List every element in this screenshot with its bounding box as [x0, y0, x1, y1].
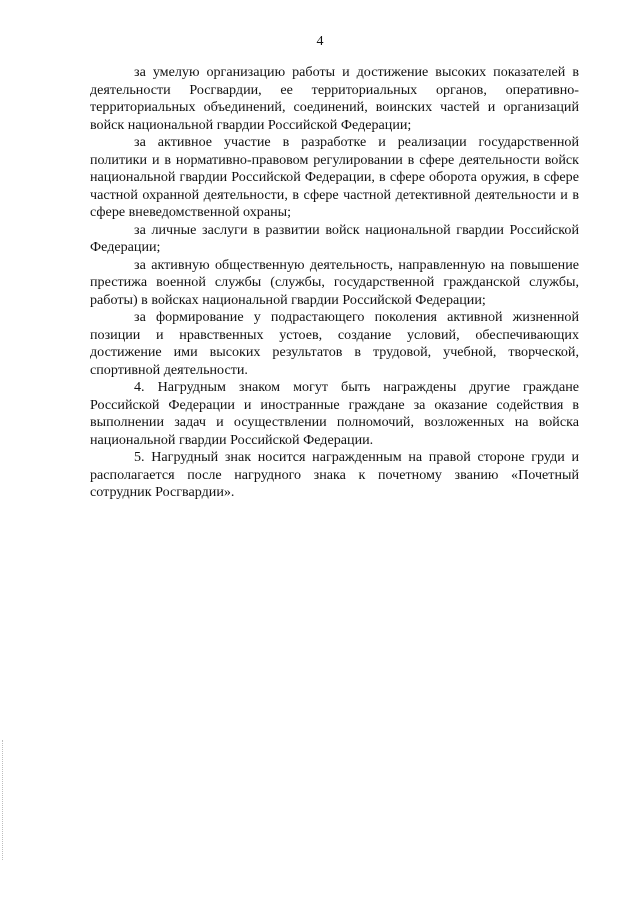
paragraph: за активную общественную деятельность, направленную на повышение престижа военной службы (службы, государственной гражданской службы, работы) в войсках национальной гвардии Российской Федерации;	[90, 256, 579, 308]
paragraph: 5. Нагрудный знак носится награжденным на правой стороне груди и располагается после нагрудного знака к почетному званию «Почетный сотрудник Росгвардии».	[90, 449, 579, 500]
paragraph: за умелую организацию работы и достижение высоких показателей в деятельности Росгвардии, ее территориальных органов, оперативно-территориальных объединений, соединений, воинских частей и организаций войск национальной гвардии Российской Федерации;	[90, 64, 579, 133]
paragraph: за формирование у подрастающего поколения активной жизненной позиции и нравственных устоев, создание условий, обеспечивающих достижение ими высоких результатов в трудовой, учебной, творческой, спортивной деятельности.	[90, 309, 579, 378]
scan-edge-marks	[2, 740, 4, 860]
paragraph: за личные заслуги в развитии войск национальной гвардии Российской Федерации;	[90, 221, 579, 255]
paragraph: 4. Нагрудным знаком могут быть награждены другие граждане Российской Федерации и иностранные граждане за оказание содействия в выполнении задач и осуществлении полномочий, возложенных на войска национальной гвардии Российской Федерации.	[90, 379, 579, 448]
document-body	[90, 64, 579, 502]
page-number: 4	[316, 34, 324, 49]
paragraph: за активное участие в разработке и реализации государственной политики и в нормативно-правовом регулировании в сфере деятельности войск национальной гвардии Российской Федерации, в сфере оборота оружия, в сфере частной охранной деятельности, в сфере частной детективной деятельности и в сфере вневедомственной охраны;	[90, 134, 579, 220]
